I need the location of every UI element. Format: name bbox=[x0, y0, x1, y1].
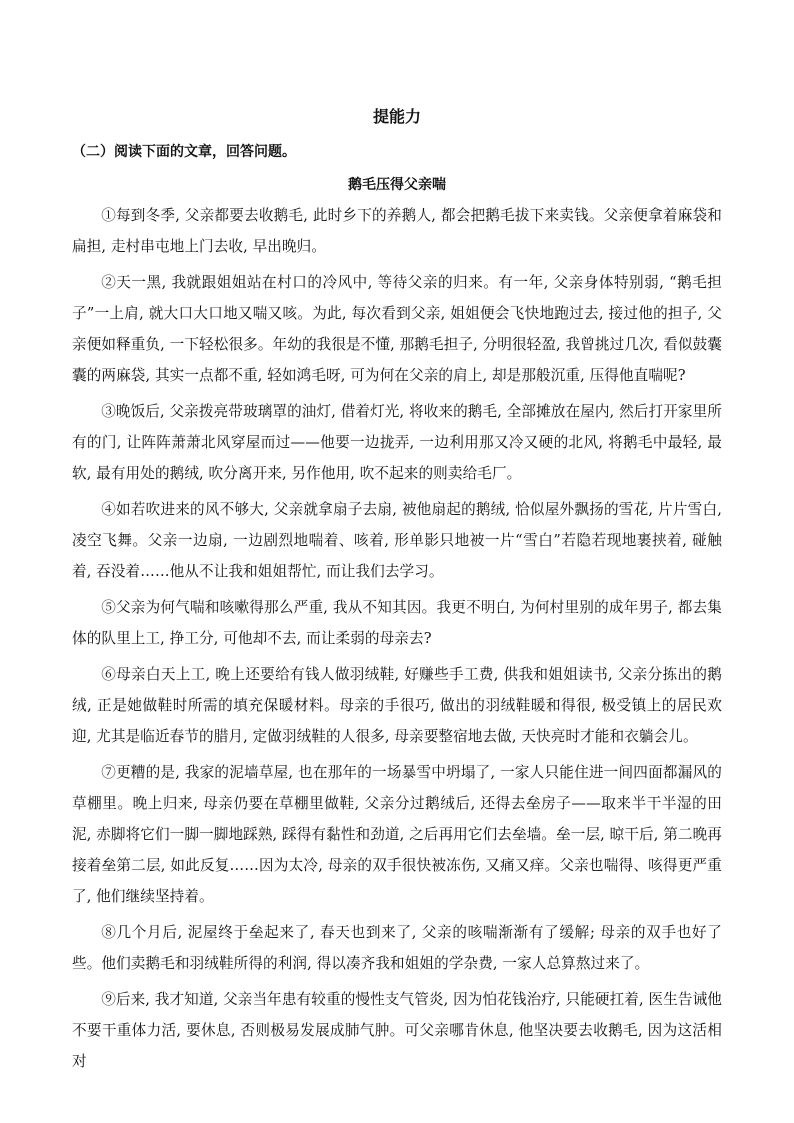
paragraph-3: ③晚饭后, 父亲拨亮带玻璃罩的油灯, 借着灯光, 将收来的鹅毛, 全部摊放在屋内, 然后打开家里所有的门, 让阵阵萧萧北风穿屋而过——他要一边拢弄, 一边利用那又冷又硬的北风, 将鹅毛中最轻, 最软, 最有用处的鹅绒, 吹分离开来, 另作他用, 吹不起来的则卖给毛厂。 bbox=[72, 403, 722, 482]
paragraph-9: ⑨后来, 我才知道, 父亲当年患有较重的慢性支气管炎, 因为怕花钱治疗, 只能硬扛着, 医生告诫他不要干重体力活, 要休息, 否则极易发展成肺气肿。可父亲哪肯休息, 他坚决要去收鹅毛, 因为这活相对 bbox=[72, 991, 722, 1070]
story-body bbox=[72, 200, 722, 1082]
paragraph-6: ⑥母亲白天上工, 晚上还要给有钱人做羽绒鞋, 好赚些手工费, 供我和姐姐读书, 父亲分拣出的鹅绒, 正是她做鞋时所需的填充保暖材料。母亲的手很巧, 做出的羽绒鞋暖和得很, 极受镇上的居民欢迎, 尤其是临近春节的腊月, 定做羽绒鞋的人很多, 母亲要整宿地去做, 天快亮时才能和衣躺会儿。 bbox=[72, 666, 722, 745]
paragraph-7: ⑦更糟的是, 我家的泥墙草屋, 也在那年的一场暴雪中坍塌了, 一家人只能住进一间四面都漏风的草棚里。晚上归来, 母亲仍要在草棚里做鞋, 父亲分过鹅绒后, 还得去垒房子——取来半干半湿的田泥, 赤脚将它们一脚一脚地踩熟, 踩得有黏性和劲道, 之后再用它们去垒墙。垒一层, 晾干后, 第二晚再接着垒第二层, 如此反复……因为太冷, 母亲的双手很快被冻伤, 又痛又痒。父亲也喘得、咳得更严重了, 他们继续坚持着。 bbox=[72, 764, 722, 905]
paragraph-8: ⑧几个月后, 泥屋终于垒起来了, 春天也到来了, 父亲的咳喘渐渐有了缓解; 母亲的双手也好了些。他们卖鹅毛和羽绒鞋所得的利润, 得以凑齐我和姐姐的学杂费, 一家人总算熬过来了。 bbox=[72, 924, 722, 972]
paragraph-5: ⑤父亲为何气喘和咳嗽得那么严重, 我从不知其因。我更不明白, 为何村里别的成年男子, 都去集体的队里上工, 挣工分, 可他却不去, 而让柔弱的母亲去? bbox=[72, 599, 722, 647]
paragraph-2: ②天一黑, 我就跟姐姐站在村口的冷风中, 等待父亲的归来。有一年, 父亲身体特别弱, “鹅毛担子”一上肩, 就大口大口地又喘又咳。为此, 每次看到父亲, 姐姐便会飞快地跑过去, 接过他的担子, 父亲便如释重负, 一下轻松很多。年幼的我很是不懂, 那鹅毛担子, 分明很轻盈, 我曾挑过几次, 看似鼓囊囊的两麻袋, 其实一点都不重, 轻如鸿毛呀, 可为何在父亲的肩上, 却是那般沉重, 压得他直喘呢? bbox=[72, 274, 722, 384]
section-title: 提能力 bbox=[372, 107, 421, 126]
paragraph-4: ④如若吹进来的风不够大, 父亲就拿扇子去扇, 被他扇起的鹅绒, 恰似屋外飘扬的雪花, 片片雪白, 凌空飞舞。父亲一边扇, 一边剧烈地喘着、咳着, 形单影只地被一片“雪白”若隐若现地裹挟着, 碰触着, 吞没着……他从不让我和姐姐帮忙, 而让我们去学习。 bbox=[72, 501, 722, 580]
reading-instruction: （二）阅读下面的文章，回答问题。 bbox=[72, 144, 296, 160]
paragraph-1: ①每到冬季, 父亲都要去收鹅毛, 此时乡下的养鹅人, 都会把鹅毛拔下来卖钱。父亲便拿着麻袋和扁担, 走村串屯地上门去收, 早出晚归。 bbox=[72, 207, 722, 255]
story-title: 鹅毛压得父亲喘 bbox=[348, 177, 446, 193]
